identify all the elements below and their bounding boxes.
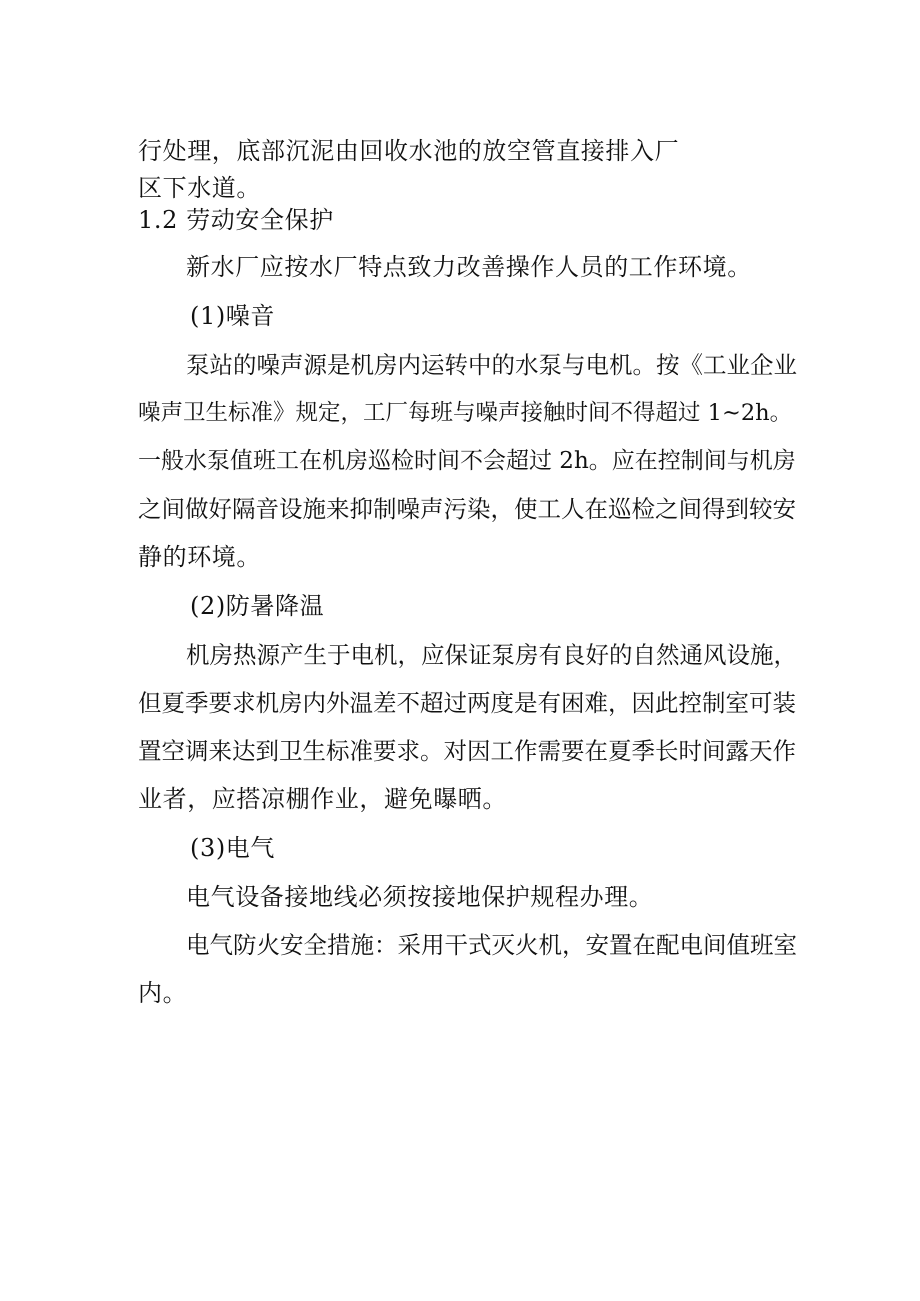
paragraph-line: 区下水道。 <box>138 174 261 202</box>
paragraph-line: 一般水泵值班工在机房巡检时间不会超过 2h。应在控制间与机房 <box>138 448 796 474</box>
paragraph-line: 噪声卫生标准》规定，工厂每班与噪声接触时间不得超过 1~2h。 <box>138 400 793 426</box>
paragraph-line: 行处理，底部沉泥由回收水池的放空管直接排入厂 <box>138 137 680 165</box>
subheading-heat: (2)防暑降温 <box>190 592 325 620</box>
section-heading: 1.2 劳动安全保护 <box>138 206 334 234</box>
paragraph-line: 电气防火安全措施：采用干式灭火机，安置在配电间值班室 <box>186 931 797 959</box>
paragraph-line: 内。 <box>138 979 188 1007</box>
paragraph-line: 但夏季要求机房内外温差不超过两度是有困难，因此控制室可装 <box>138 689 796 717</box>
paragraph-line: 业者，应搭凉棚作业，避免曝晒。 <box>138 785 507 813</box>
paragraph-line: 置空调来达到卫生标准要求。对因工作需要在夏季长时间露天作 <box>138 737 796 765</box>
paragraph-line: 电气设备接地线必须按接地保护规程办理。 <box>186 883 654 911</box>
paragraph-line: 新水厂应按水厂特点致力改善操作人员的工作环境。 <box>186 253 752 281</box>
paragraph-line: 机房热源产生于电机，应保证泵房有良好的自然通风设施， <box>186 641 797 669</box>
subheading-electrical: (3)电气 <box>190 834 275 862</box>
paragraph-line: 静的环境。 <box>138 543 261 571</box>
paragraph-line: 泵站的噪声源是机房内运转中的水泵与电机。按《工业企业 <box>186 351 797 379</box>
subheading-noise: (1)噪音 <box>190 302 275 330</box>
paragraph-line: 之间做好隔音设施来抑制噪声污染，使工人在巡检之间得到较安 <box>138 495 796 523</box>
